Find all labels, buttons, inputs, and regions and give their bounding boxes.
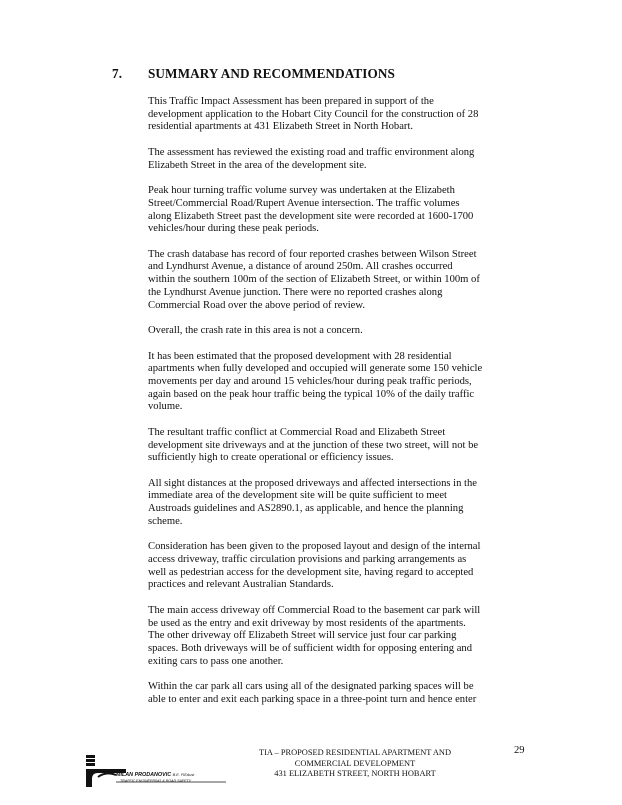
paragraph-line: It has been estimated that the proposed development with 28 residential: [148, 350, 452, 362]
paragraph-line: immediate area of the development site will be quite sufficient to meet: [148, 490, 447, 502]
section-title: SUMMARY AND RECOMMENDATIONS: [148, 66, 395, 81]
section-heading: [112, 66, 395, 82]
paragraph-line: Peak hour turning traffic volume survey was undertaken at the Elizabeth: [148, 185, 455, 197]
paragraph-line: movements per day and around 15 vehicles/hour during peak traffic periods,: [148, 375, 472, 387]
paragraph-line: vehicles/hour during these peak periods.: [148, 223, 319, 235]
paragraph-line: development site driveways and at the junction of these two street, will not be: [148, 439, 479, 451]
footer-line-2: COMMERCIAL DEVELOPMENT: [294, 758, 416, 768]
paragraph-line: along Elizabeth Street past the development site were recorded at 1600-1700: [148, 210, 474, 222]
paragraph-line: apartments when fully developed and occupied will generate some 150 vehicle: [148, 363, 483, 375]
paragraph-line: again based on the peak hour traffic being the typical 10% of the daily traffic: [148, 388, 475, 400]
paragraph-line: Commercial Road over the above period of review.: [148, 299, 365, 311]
paragraph-line: Austroads guidelines and AS2890.1, as applicable, and hence the planning: [148, 503, 464, 515]
logo-name: MILAN PRODANOVIC B.E. FIEAust: [116, 772, 195, 778]
paragraph-line: All sight distances at the proposed driveways and affected intersections in the: [148, 477, 478, 489]
paragraph-line: well as pedestrian access for the development site, having regard to accepted: [148, 566, 474, 578]
paragraph-line: sufficiently high to create operational or efficiency issues.: [148, 452, 394, 464]
paragraph: [148, 96, 518, 134]
footer-title: [200, 748, 510, 780]
logo-tagline: TRAFFIC ENGINEERING & ROAD SAFETY: [120, 779, 192, 783]
paragraph: [148, 427, 518, 465]
paragraph: [148, 249, 518, 313]
paragraph-line: development application to the Hobart City Council for the construction of 28: [148, 108, 479, 120]
paragraph: [148, 605, 518, 669]
paragraph-line: Elizabeth Street in the area of the development site.: [148, 159, 367, 171]
paragraph-line: The crash database has record of four reported crashes between Wilson Street: [148, 248, 477, 260]
page-number: 29: [514, 745, 525, 756]
body-text: [148, 96, 518, 719]
paragraph-line: access driveway, traffic circulation provisions and parking arrangements as: [148, 554, 467, 566]
paragraph-line: exiting cars to pass one another.: [148, 655, 284, 667]
paragraph-line: volume.: [148, 401, 183, 413]
paragraph-line: Overall, the crash rate in this area is not a concern.: [148, 325, 363, 337]
paragraph-line: The assessment has reviewed the existing road and traffic environment along: [148, 146, 475, 158]
paragraph-line: Street/Commercial Road/Rupert Avenue intersection. The traffic volumes: [148, 197, 460, 209]
paragraph: [148, 351, 518, 415]
page-footer: [0, 745, 622, 805]
paragraph-line: The main access driveway off Commercial Road to the basement car park will: [148, 604, 481, 616]
paragraph-line: the Lyndhurst Avenue junction. There were no reported crashes along: [148, 286, 443, 298]
paragraph-line: within the southern 100m of the section of Elizabeth Street, or within 100m of: [148, 274, 480, 286]
paragraph-line: scheme.: [148, 515, 183, 527]
paragraph-line: spaces. Both driveways will be of sufficient width for opposing entering and: [148, 643, 473, 655]
paragraph-line: This Traffic Impact Assessment has been prepared in support of the: [148, 96, 434, 107]
paragraph-line: The other driveway off Elizabeth Street will service just four car parking: [148, 630, 457, 642]
paragraph: [148, 681, 518, 706]
paragraph-line: Consideration has been given to the proposed layout and design of the internal: [148, 541, 481, 553]
paragraph: [148, 185, 518, 236]
footer-line-3: 431 ELIZABETH STREET, NORTH HOBART: [274, 769, 436, 778]
section-number: 7.: [112, 66, 123, 81]
paragraph-line: practices and relevant Australian Standards.: [148, 579, 334, 591]
paragraph-line: Within the car park all cars using all of the designated parking spaces will be: [148, 681, 474, 693]
paragraph: [148, 325, 518, 338]
paragraph: [148, 541, 518, 592]
paragraph-line: residential apartments at 431 Elizabeth Street in North Hobart.: [148, 121, 414, 133]
paragraph: [148, 147, 518, 172]
footer-line-1: TIA – PROPOSED RESIDENTIAL APARTMENT AND: [258, 748, 452, 757]
paragraph-line: able to enter and exit each parking space in a three-point turn and hence enter: [148, 693, 477, 705]
paragraph-line: and Lyndhurst Avenue, a distance of around 250m. All crashes occurred: [148, 261, 453, 273]
paragraph: [148, 478, 518, 529]
paragraph-line: The resultant traffic conflict at Commercial Road and Elizabeth Street: [148, 426, 446, 438]
paragraph-line: be used as the entry and exit driveway by most residents of the apartments.: [148, 617, 466, 629]
